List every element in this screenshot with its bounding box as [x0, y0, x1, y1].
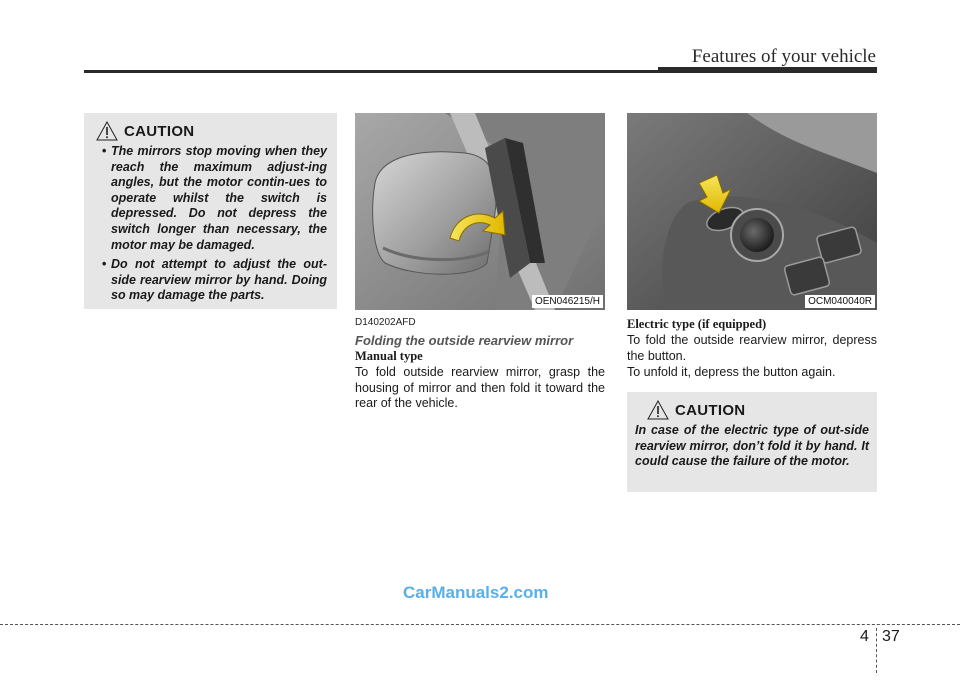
figure-electric-switch	[627, 113, 877, 310]
caution-box-mirrors	[84, 113, 337, 309]
figure-code: OCM040040R	[805, 295, 875, 308]
page-number-divider	[876, 628, 877, 673]
caution-box-electric	[627, 392, 877, 492]
section-code: D140202AFD	[355, 317, 416, 328]
mirror-illustration	[355, 113, 605, 310]
caution-item: • The mirrors stop moving when they reach the maximum adjust-ing angles, but the motor contin-ues to operate whilst the switch is depressed. Do not depress the switch longer than necessary, the motor may be damaged.	[96, 144, 327, 253]
caution-title: CAUTION	[124, 122, 195, 140]
figure-code: OEN046215/H	[532, 295, 603, 308]
section-heading: Folding the outside rearview mirror	[355, 333, 574, 348]
caution-header	[647, 400, 869, 420]
header-rule-accent	[658, 67, 877, 72]
electric-type-heading: Electric type (if equipped)	[627, 317, 767, 331]
footer-rule	[0, 624, 960, 625]
figure-manual-mirror	[355, 113, 605, 310]
page-number: 37	[882, 628, 900, 645]
chapter-number: 4	[860, 628, 869, 645]
running-header-title: Features of your vehicle	[691, 46, 876, 67]
caution-header	[96, 121, 327, 141]
electric-fold-paragraph: To fold the outside rearview mirror, depress the button.	[627, 333, 877, 363]
caution-title: CAUTION	[675, 401, 746, 419]
caution-list	[96, 144, 327, 304]
caution-item: • Do not attempt to adjust the out-side rearview mirror by hand. Doing so may damage the parts.	[96, 257, 327, 304]
warning-triangle-icon	[647, 400, 669, 420]
electric-unfold-paragraph: To unfold it, depress the button again.	[627, 365, 836, 379]
switch-illustration	[627, 113, 877, 310]
warning-triangle-icon	[96, 121, 118, 141]
manual-type-paragraph: To fold outside rearview mirror, grasp the housing of mirror and then fold it toward the rear of the vehicle.	[355, 365, 605, 410]
watermark-link[interactable]: CarManuals2.com	[403, 583, 549, 602]
caution-text: In case of the electric type of out-side rearview mirror, don’t fold it by hand. It could cause the failure of the motor.	[635, 423, 869, 469]
manual-type-heading: Manual type	[355, 349, 423, 363]
